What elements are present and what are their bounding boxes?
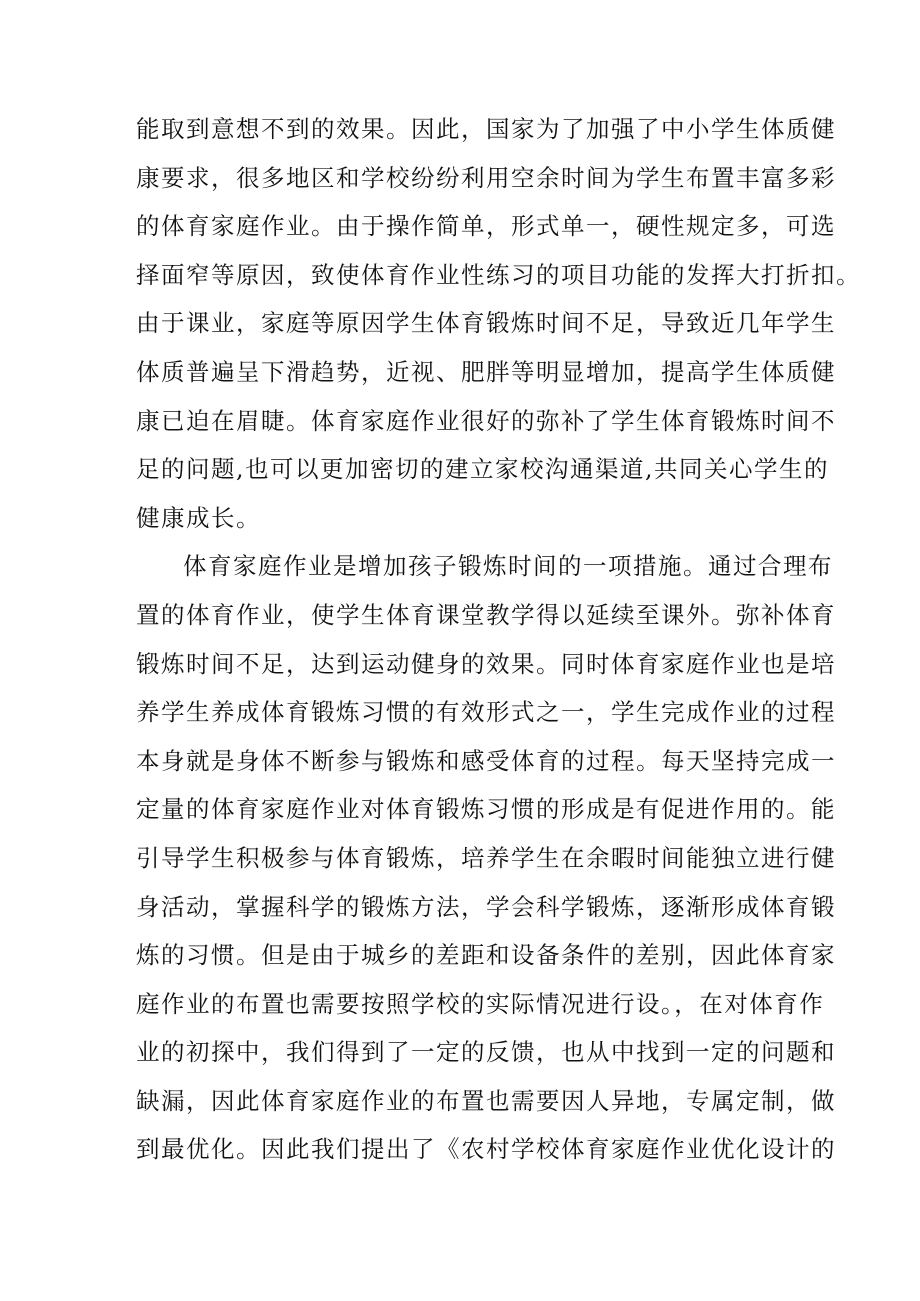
paragraph-1-line-6: 体质普遍呈下滑趋势，近视、肥胖等明显增加，提高学生体质健 [136,357,836,386]
paragraph-2-line-6: 定量的体育家庭作业对体育锻炼习惯的形成是有促进作用的。能 [136,795,836,824]
paragraph-1-line-1: 能取到意想不到的效果。因此，国家为了加强了中小学生体质健 [136,115,836,143]
paragraph-2-line-2: 置的体育作业，使学生体育课堂教学得以延续至课外。弥补体育 [136,600,836,629]
document-body [136,105,861,1174]
paragraph-1-line-4: 择面窄等原因，致使体育作业性练习的项目功能的发挥大打折扣。 [136,260,861,289]
paragraph-2-line-8: 身活动，掌握科学的锻炼方法，学会科学锻炼，逐渐形成体育锻 [136,892,836,921]
paragraph-1-line-2: 康要求，很多地区和学校纷纷利用空余时间为学生布置丰富多彩 [136,163,836,192]
paragraph-2-line-12: 缺漏，因此体育家庭作业的布置也需要因人异地，专属定制，做 [136,1086,836,1115]
paragraph-1-line-5: 由于课业，家庭等原因学生体育锻炼时间不足，导致近几年学生 [136,309,836,338]
paragraph-2-line-10: 庭作业的布置也需要按照学校的实际情况进行设。，在对体育作 [136,989,825,1018]
paragraph-2-line-4: 养学生养成体育锻炼习惯的有效形式之一，学生完成作业的过程 [136,698,836,727]
paragraph-2-line-5: 本身就是身体不断参与锻炼和感受体育的过程。每天坚持完成一 [136,746,836,775]
paragraph-2-line-11: 业的初探中，我们得到了一定的反馈，也从中找到一定的问题和 [136,1038,836,1067]
paragraph-1-line-8: 足的问题,也可以更加密切的建立家校沟通渠道,共同关心学生的 [136,455,829,484]
paragraph-1-line-9: 健康成长。 [136,503,261,532]
paragraph-2-line-3: 锻炼时间不足，达到运动健身的效果。同时体育家庭作业也是培 [136,649,836,678]
paragraph-1-line-7: 康已迫在眉睫。体育家庭作业很好的弥补了学生体育锻炼时间不 [136,406,836,435]
paragraph-2-line-7: 引导学生积极参与体育锻炼，培养学生在余暇时间能独立进行健 [136,843,836,872]
paragraph-2-line-13: 到最优化。因此我们提出了《农村学校体育家庭作业优化设计的 [136,1135,836,1164]
paragraph-1-line-3: 的体育家庭作业。由于操作简单，形式单一，硬性规定多，可选 [136,212,836,241]
paragraph-2-line-9: 炼的习惯。但是由于城乡的差距和设备条件的差别，因此体育家 [136,941,836,970]
paragraph-2-line-1: 体育家庭作业是增加孩子锻炼时间的一项措施。通过合理布 [183,552,833,581]
